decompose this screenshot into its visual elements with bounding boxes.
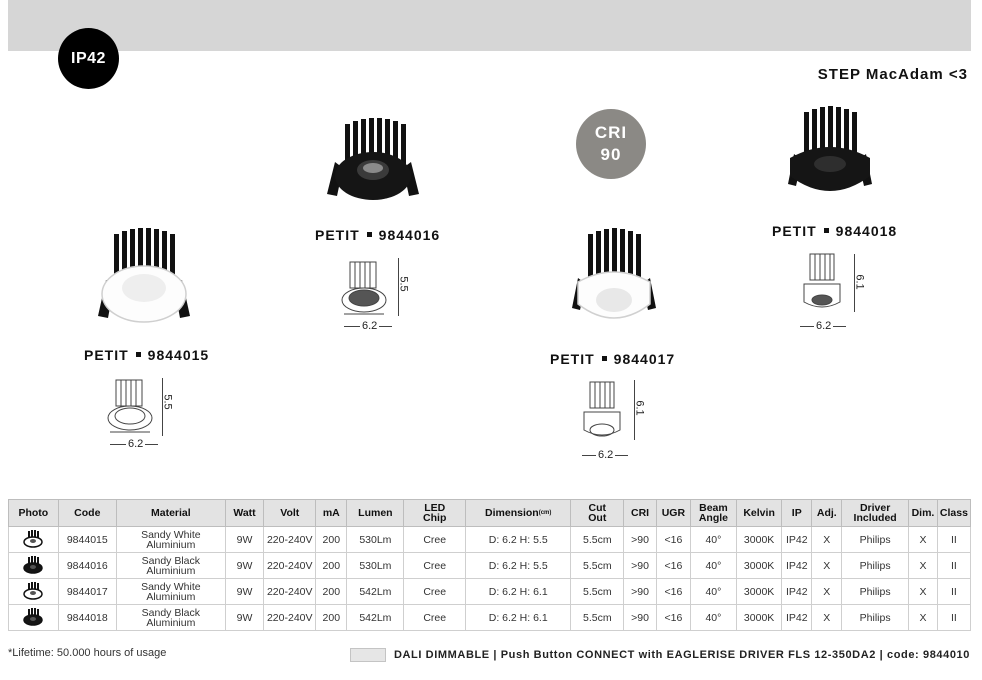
row-class: [937, 605, 970, 631]
title-dot: [602, 356, 607, 361]
row-watt-value: 9W: [236, 533, 253, 546]
col-led-chip-line1: LED: [424, 502, 446, 514]
height-dim-label: 5.5: [397, 276, 410, 292]
row-beam: [690, 553, 736, 579]
row-adj: [812, 553, 842, 579]
row-code-value: 9844015: [66, 533, 108, 546]
row-class-value: II: [950, 533, 957, 546]
row-cri: [624, 527, 657, 553]
driver-info-text: DALI DIMMABLE | Push Button CONNECT with EAGLERISE DRIVER FLS 12-350DA2 | code: 9844010: [393, 648, 970, 661]
width-dim-label: 6.2: [128, 438, 144, 450]
table-row: [9, 605, 971, 631]
row-ma-value: 200: [322, 611, 341, 624]
row-driver-value: Philips: [859, 533, 891, 546]
product-photo-9844016: [323, 118, 423, 204]
row-volt: [264, 527, 316, 553]
product-code: 9844015: [147, 347, 210, 363]
row-ma: [316, 527, 347, 553]
row-beam: [690, 579, 736, 605]
row-volt-value: 220-240V: [266, 533, 313, 546]
col-material: Material: [116, 500, 225, 527]
row-dim-value: X: [919, 611, 927, 624]
row-kelvin: [737, 527, 782, 553]
row-ma-value: 200: [322, 559, 341, 572]
row-lumen: [347, 553, 404, 579]
row-cut-out: [571, 553, 624, 579]
row-chip-value: Cree: [423, 559, 447, 572]
row-chip: [404, 579, 466, 605]
col-watt: Watt: [225, 500, 264, 527]
row-cri: [624, 605, 657, 631]
col-ip: IP: [782, 500, 812, 527]
row-material: [116, 579, 225, 605]
row-lumen-value: 542Lm: [359, 611, 392, 624]
col-cri: CRI: [624, 500, 657, 527]
dimension-drawing-9844016: [340, 256, 394, 322]
row-ugr: [656, 527, 690, 553]
row-adj: [812, 579, 842, 605]
col-cut-out-line1: Cut: [588, 502, 607, 514]
product-photo-9844015: [92, 228, 196, 324]
row-dimension-value: D: 6.2 H: 5.5: [488, 559, 548, 572]
row-class: [937, 579, 970, 605]
col-beam-line1: Beam: [699, 502, 728, 514]
row-driver: [842, 553, 909, 579]
row-material-line1: Sandy White: [141, 580, 201, 593]
row-dim: [909, 579, 938, 605]
row-kelvin: [737, 553, 782, 579]
row-driver-value: Philips: [859, 611, 891, 624]
row-adj: [812, 605, 842, 631]
row-lumen: [347, 579, 404, 605]
col-ugr: UGR: [656, 500, 690, 527]
row-cut-out-value: 5.5cm: [582, 585, 612, 598]
col-driver-included: [842, 500, 909, 527]
col-dim: Dim.: [909, 500, 938, 527]
row-dim-value: X: [919, 559, 927, 572]
row-cut-out: [571, 527, 624, 553]
row-beam-value: 40°: [705, 533, 722, 546]
row-dim: [909, 605, 938, 631]
row-code-value: 9844018: [66, 611, 108, 624]
col-cut-out-line2: Out: [588, 512, 607, 524]
row-chip-value: Cree: [423, 533, 447, 546]
row-class-value: II: [950, 585, 957, 598]
row-ip-value: IP42: [785, 585, 808, 598]
row-kelvin: [737, 579, 782, 605]
product-series: PETIT: [550, 351, 595, 367]
row-material-line2: Aluminium: [146, 590, 196, 603]
row-cut-out-value: 5.5cm: [582, 533, 612, 546]
row-volt: [264, 553, 316, 579]
row-ugr: [656, 605, 690, 631]
col-led-chip: [404, 500, 466, 527]
row-watt: [225, 553, 264, 579]
row-lumen-value: 530Lm: [359, 559, 392, 572]
col-driver-line2: Included: [853, 512, 897, 524]
product-title-9844016: [315, 227, 440, 243]
row-dimension-value: D: 6.2 H: 6.1: [488, 611, 548, 624]
row-cut-out: [571, 605, 624, 631]
row-ugr-value: <16: [664, 559, 683, 572]
dimension-drawing-9844015: [106, 374, 160, 440]
col-photo: Photo: [9, 500, 59, 527]
row-ugr-value: <16: [664, 585, 683, 598]
col-dimension-unit: (cm): [538, 510, 552, 516]
driver-info: [350, 648, 970, 662]
row-photo: [9, 553, 59, 579]
cri-badge: [576, 109, 646, 179]
row-dim-value: X: [919, 585, 927, 598]
row-cri: [624, 553, 657, 579]
row-driver-value: Philips: [859, 559, 891, 572]
row-code-value: 9844017: [66, 585, 108, 598]
row-volt-value: 220-240V: [266, 611, 313, 624]
col-adj: Adj.: [812, 500, 842, 527]
height-dim-label: 6.1: [853, 274, 866, 290]
product-series: PETIT: [315, 227, 360, 243]
product-code: 9844017: [613, 351, 676, 367]
row-cut-out: [571, 579, 624, 605]
row-ugr-value: <16: [664, 533, 683, 546]
row-material: [116, 553, 225, 579]
row-code: [58, 553, 116, 579]
row-kelvin-value: 3000K: [743, 585, 775, 598]
row-material-line1: Sandy Black: [141, 606, 201, 619]
width-dim-label: 6.2: [598, 449, 614, 461]
row-photo: [9, 527, 59, 553]
row-material-line2: Aluminium: [146, 538, 196, 551]
title-dot: [367, 232, 372, 237]
row-ip-value: IP42: [785, 559, 808, 572]
row-ugr: [656, 579, 690, 605]
macadam-label: STEP MacAdam <3: [817, 66, 968, 83]
table-row: [9, 553, 971, 579]
row-code: [58, 579, 116, 605]
row-cri-value: >90: [631, 611, 649, 624]
spec-table: [8, 499, 971, 631]
row-dimension-value: D: 6.2 H: 6.1: [488, 585, 548, 598]
row-lumen: [347, 527, 404, 553]
driver-image: [350, 648, 386, 662]
col-lumen: Lumen: [347, 500, 404, 527]
row-watt: [225, 579, 264, 605]
title-dot: [136, 352, 141, 357]
row-dimension: [466, 579, 571, 605]
row-ugr: [656, 553, 690, 579]
row-dimension: [466, 605, 571, 631]
row-code-value: 9844016: [66, 559, 108, 572]
col-dimension-label: Dimension: [485, 507, 539, 519]
product-photo-9844018: [782, 106, 878, 202]
col-beam-line2: Angle: [698, 512, 728, 524]
row-ip-value: IP42: [785, 611, 808, 624]
col-kelvin: Kelvin: [737, 500, 782, 527]
product-series: PETIT: [84, 347, 129, 363]
col-class: Class: [937, 500, 970, 527]
row-driver-value: Philips: [859, 585, 891, 598]
width-dim-label: 6.2: [362, 320, 378, 332]
row-lumen: [347, 605, 404, 631]
row-driver: [842, 579, 909, 605]
row-code: [58, 527, 116, 553]
col-cut-out: [571, 500, 624, 527]
row-ip: [782, 579, 812, 605]
row-cut-out-value: 5.5cm: [582, 611, 612, 624]
col-led-chip-line2: Chip: [423, 512, 447, 524]
row-kelvin-value: 3000K: [743, 533, 775, 546]
row-class: [937, 553, 970, 579]
row-ma: [316, 553, 347, 579]
row-driver: [842, 527, 909, 553]
cri-badge-top: CRI: [594, 123, 628, 142]
row-chip: [404, 527, 466, 553]
row-volt-value: 220-240V: [266, 559, 313, 572]
row-adj-value: X: [823, 559, 831, 572]
row-kelvin-value: 3000K: [743, 611, 775, 624]
row-class: [937, 527, 970, 553]
row-dimension-value: D: 6.2 H: 5.5: [488, 533, 548, 546]
row-watt-value: 9W: [236, 559, 253, 572]
row-chip: [404, 553, 466, 579]
row-adj: [812, 527, 842, 553]
row-dim: [909, 527, 938, 553]
row-material-line2: Aluminium: [146, 564, 196, 577]
row-watt: [225, 527, 264, 553]
table-row: [9, 579, 971, 605]
row-adj-value: X: [823, 585, 831, 598]
row-cri-value: >90: [631, 533, 649, 546]
row-material: [116, 527, 225, 553]
col-ma: mA: [316, 500, 347, 527]
dimension-drawing-9844018: [798, 250, 850, 318]
row-thumbnail-icon: [22, 582, 44, 600]
col-beam-angle: [690, 500, 736, 527]
product-title-9844015: [84, 347, 209, 363]
cri-badge-bottom: 90: [600, 145, 622, 164]
row-ip: [782, 553, 812, 579]
row-chip: [404, 605, 466, 631]
row-code: [58, 605, 116, 631]
product-code: 9844016: [378, 227, 441, 243]
row-chip-value: Cree: [423, 585, 447, 598]
row-kelvin: [737, 605, 782, 631]
row-dimension: [466, 553, 571, 579]
col-volt: Volt: [264, 500, 316, 527]
title-dot: [824, 228, 829, 233]
table-header-row: [9, 500, 971, 527]
row-cri-value: >90: [631, 559, 649, 572]
row-driver: [842, 605, 909, 631]
row-thumbnail-icon: [22, 530, 44, 548]
height-dim-label: 5.5: [161, 394, 174, 410]
row-thumbnail-icon: [22, 556, 44, 574]
top-banner: [8, 0, 971, 51]
row-ma: [316, 605, 347, 631]
row-lumen-value: 542Lm: [359, 585, 392, 598]
row-dim: [909, 553, 938, 579]
row-adj-value: X: [823, 533, 831, 546]
row-class-value: II: [950, 559, 957, 572]
col-dimension: [466, 500, 571, 527]
row-ip-value: IP42: [785, 533, 808, 546]
product-code: 9844018: [835, 223, 898, 239]
height-dim-label: 6.1: [633, 400, 646, 416]
row-ma: [316, 579, 347, 605]
ip-rating-badge: IP42: [58, 28, 119, 89]
row-volt: [264, 605, 316, 631]
row-ma-value: 200: [322, 533, 341, 546]
row-watt: [225, 605, 264, 631]
col-code: Code: [58, 500, 116, 527]
product-title-9844018: [772, 223, 897, 239]
col-driver-line1: Driver: [859, 502, 891, 514]
row-watt-value: 9W: [236, 585, 253, 598]
row-dim-value: X: [919, 533, 927, 546]
row-photo: [9, 605, 59, 631]
row-beam: [690, 605, 736, 631]
row-kelvin-value: 3000K: [743, 559, 775, 572]
row-material: [116, 605, 225, 631]
row-ugr-value: <16: [664, 611, 683, 624]
row-cri-value: >90: [631, 585, 649, 598]
row-thumbnail-icon: [22, 608, 44, 626]
row-cri: [624, 579, 657, 605]
width-dim-label: 6.2: [816, 320, 832, 332]
row-volt: [264, 579, 316, 605]
row-dimension: [466, 527, 571, 553]
row-class-value: II: [950, 611, 957, 624]
row-ip: [782, 527, 812, 553]
row-ip: [782, 605, 812, 631]
row-material-line1: Sandy White: [141, 528, 201, 541]
row-beam-value: 40°: [705, 611, 722, 624]
row-ma-value: 200: [322, 585, 341, 598]
row-material-line2: Aluminium: [146, 616, 196, 629]
product-photo-9844017: [566, 228, 662, 326]
row-material-line1: Sandy Black: [141, 554, 201, 567]
row-watt-value: 9W: [236, 611, 253, 624]
row-adj-value: X: [823, 611, 831, 624]
product-title-9844017: [550, 351, 675, 367]
table-row: [9, 527, 971, 553]
row-beam: [690, 527, 736, 553]
lifetime-footnote: *Lifetime: 50.000 hours of usage: [8, 647, 167, 659]
row-cut-out-value: 5.5cm: [582, 559, 612, 572]
row-photo: [9, 579, 59, 605]
row-chip-value: Cree: [423, 611, 447, 624]
row-beam-value: 40°: [705, 585, 722, 598]
row-beam-value: 40°: [705, 559, 722, 572]
product-series: PETIT: [772, 223, 817, 239]
dimension-drawing-9844017: [578, 378, 630, 446]
row-lumen-value: 530Lm: [359, 533, 392, 546]
row-volt-value: 220-240V: [266, 585, 313, 598]
